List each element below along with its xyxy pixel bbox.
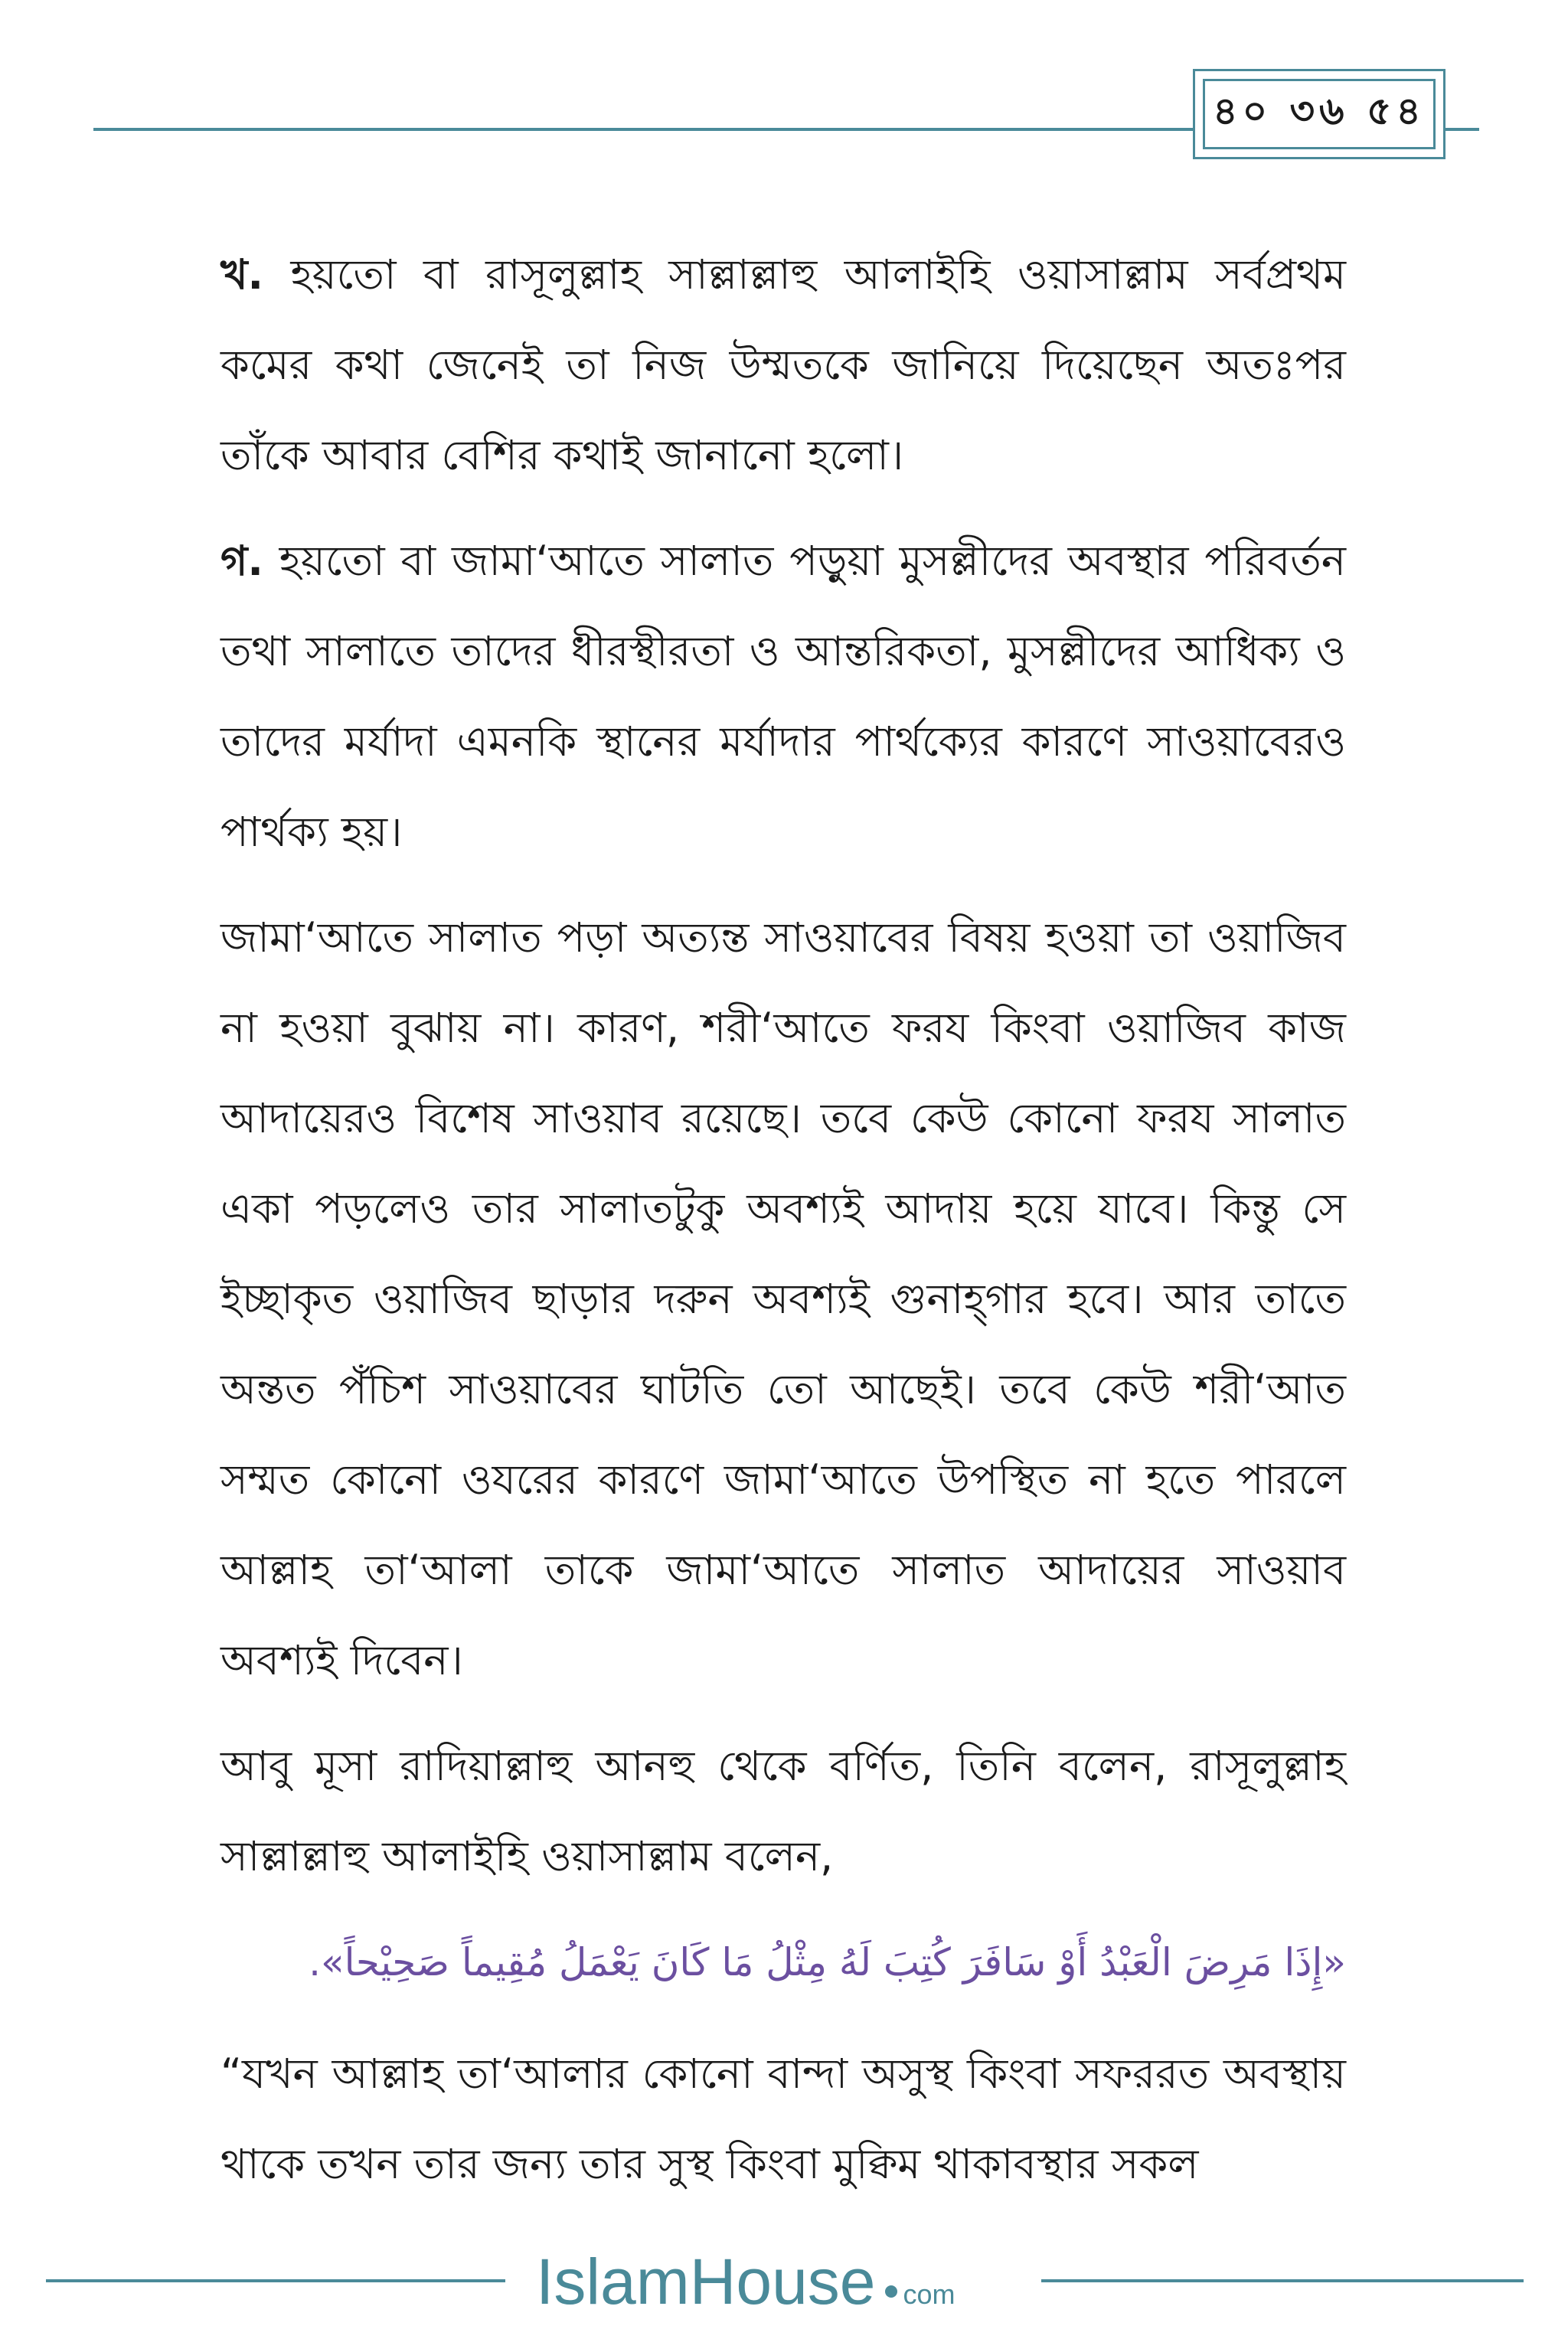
islamhouse-logo [536,2243,956,2320]
arabic-hadith-quote: «إِذَا مَرِضَ الْعَبْدُ أَوْ سَافَرَ كُتِبَ لَهُ مِثْلُ مَا كَانَ يَعْمَلُ مُقِيماً صَحِيْحاً». [309,1940,1346,1984]
footer-rule-right [1041,2279,1524,2282]
paragraph-ga [220,516,1346,877]
logo-text: IslamHouse [536,2246,876,2318]
paragraph-text: হয়তো বা জামা‘আতে সালাত পড়ুয়া মুসল্লীদের অবস্থার পরিবর্তন তথা সালাতে তাদের ধীরস্থীরতা ও আন্তরিকতা, মুসল্লীদের আধিক্য ও তাদের মর্যাদা এমনকি স্থানের মর্যাদার পার্থক্যের কারণে সাওয়াবেরও পার্থক্য হয়। [220,537,1346,856]
page-footer [0,2236,1568,2328]
page-number: ৪০ ৩৬ ৫৪ [1203,79,1436,149]
paragraph-text: হয়তো বা রাসূলুল্লাহ সাল্লাল্লাহু আলাইহি ওয়াসাল্লাম সর্বপ্রথম কমের কথা জেনেই তা নিজ উম্মতকে জানিয়ে দিয়েছেন অতঃপর তাঁকে আবার বেশির কথাই জানানো হলো। [220,250,1346,479]
page-number-frame [1193,69,1446,159]
paragraph-kha [220,230,1346,501]
page-header [0,0,1568,168]
paragraph-text: জামা‘আতে সালাত পড়া অত্যন্ত সাওয়াবের বিষয় হওয়া তা ওয়াজিব না হওয়া বুঝায় না। কারণ, শরী‘আতে ফরয কিংবা ওয়াজিব কাজ আদায়েরও বিশেষ সাওয়াব রয়েছে। তবে কেউ কোনো ফরয সালাত একা পড়লেও তার সালাতটুকু অবশ্যই আদায় হয়ে যাবে। কিন্তু সে ইচ্ছাকৃত ওয়াজিব ছাড়ার দরুন অবশ্যই গুনাহ্গার হবে। আর তাতে অন্তত পঁচিশ সাওয়াবের ঘাটতি তো আছেই। তবে কেউ শরী‘আত সম্মত কোনো ওযরের কারণে জামা‘আতে উপস্থিত না হতে পারলে আল্লাহ তা‘আলা তাকে জামা‘আতে সালাত আদায়ের সাওয়াব অবশ্যই দিবেন। [220,913,1346,1684]
footer-rule-left [46,2279,505,2282]
paragraph-text: আবু মূসা রাদিয়াল্লাহু আনহু থেকে বর্ণিত, তিনি বলেন, রাসূলুল্লাহ সাল্লাল্লাহু আলাইহি ওয়াসাল্লাম বলেন, [220,1742,1346,1880]
page-body [220,230,1346,2225]
paragraph-jamaat [220,893,1346,1706]
paragraph-translation: “যখন আল্লাহ তা‘আলার কোনো বান্দা অসুস্থ কিংবা সফররত অবস্থায় থাকে তখন তার জন্য তার সুস্থ কিংবা মুক্বিম থাকাবস্থার সকল [220,2050,1346,2188]
paragraph-label: খ. [220,250,263,299]
paragraph-narration [220,1721,1346,1902]
logo-dot-icon [885,2285,897,2298]
logo-suffix: com [903,2278,956,2310]
paragraph-label: গ. [220,537,263,585]
